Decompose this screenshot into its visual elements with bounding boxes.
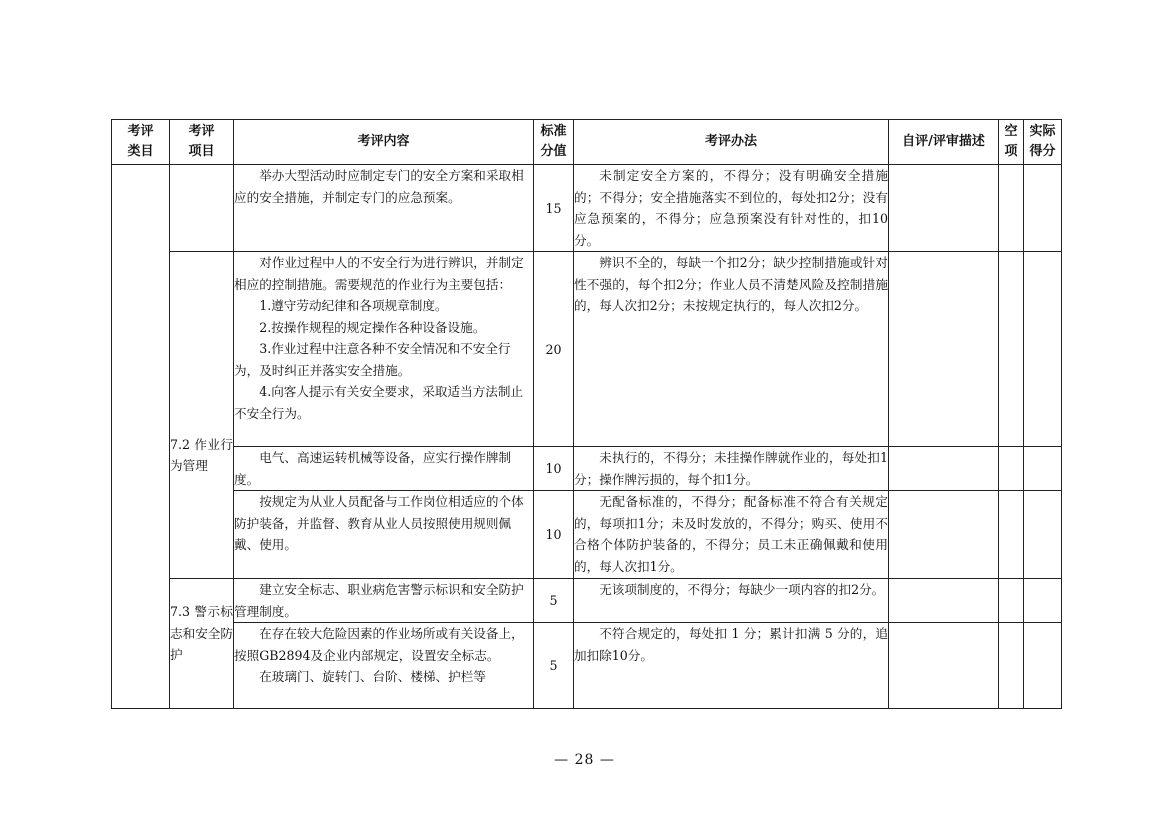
content-cell: 举办大型活动时应制定专门的安全方案和采取相应的安全措施，并制定专门的应急预案。 bbox=[234, 165, 534, 252]
blank-cell bbox=[999, 491, 1024, 579]
blank-cell bbox=[999, 165, 1024, 252]
content-cell bbox=[234, 252, 534, 447]
self-cell bbox=[889, 491, 999, 579]
table-row bbox=[112, 491, 1062, 579]
category-cell bbox=[112, 165, 170, 709]
actual-cell bbox=[1024, 491, 1062, 579]
header-self: 自评/评审描述 bbox=[889, 120, 999, 165]
table-row bbox=[112, 447, 1062, 491]
header-category: 考评类目 bbox=[112, 120, 170, 165]
self-cell bbox=[889, 447, 999, 491]
table-row bbox=[112, 579, 1062, 623]
header-content: 考评内容 bbox=[234, 120, 534, 165]
method-cell: 辨识不全的，每缺一个扣2分；缺少控制措施或针对性不强的，每个扣2分；作业人员不清楚风险及控制措施的，每人次扣2分；未按规定执行的，每人次扣2分。 bbox=[574, 252, 889, 447]
actual-cell bbox=[1024, 252, 1062, 447]
method-cell: 无该项制度的，不得分；每缺少一项内容的扣2分。 bbox=[574, 579, 889, 623]
actual-cell bbox=[1024, 623, 1062, 709]
header-row bbox=[112, 120, 1062, 165]
self-cell bbox=[889, 623, 999, 709]
item-cell: 7.2 作业行为管理 bbox=[170, 252, 234, 579]
table-row bbox=[112, 623, 1062, 709]
score-cell: 5 bbox=[534, 623, 574, 709]
content-line: 1.遵守劳动纪律和各项规章制度。 bbox=[259, 298, 448, 313]
header-item: 考评项目 bbox=[170, 120, 234, 165]
score-cell: 10 bbox=[534, 447, 574, 491]
method-cell: 无配备标准的，不得分；配备标准不符合有关规定的，每项扣1分；未及时发放的，不得分；购买、使用不合格个体防护装备的，不得分；员工未正确佩戴和使用的，每人次扣1分。 bbox=[574, 491, 889, 579]
score-cell: 15 bbox=[534, 165, 574, 252]
header-score: 标准分值 bbox=[534, 120, 574, 165]
content-line: 在存在较大危险因素的作业场所或有关设备上，按照GB2894及企业内部规定，设置安全标志。 bbox=[234, 626, 524, 663]
method-cell: 未执行的，不得分；未挂操作牌就作业的，每处扣1分；操作牌污损的，每个扣1分。 bbox=[574, 447, 889, 491]
content-line: 在玻璃门、旋转门、台阶、楼梯、护栏等 bbox=[259, 669, 486, 684]
self-cell bbox=[889, 252, 999, 447]
item-cell bbox=[170, 165, 234, 252]
content-cell bbox=[234, 623, 534, 709]
table-row bbox=[112, 165, 1062, 252]
blank-cell bbox=[999, 252, 1024, 447]
page-number: — 28 — bbox=[554, 752, 615, 768]
method-cell: 未制定安全方案的，不得分；没有明确安全措施的；不得分；安全措施落实不到位的，每处扣2分；没有应急预案的，不得分；应急预案没有针对性的，扣10分。 bbox=[574, 165, 889, 252]
header-actual: 实际得分 bbox=[1024, 120, 1062, 165]
score-cell: 10 bbox=[534, 491, 574, 579]
blank-cell bbox=[999, 623, 1024, 709]
content-cell: 按规定为从业人员配备与工作岗位相适应的个体防护装备，并监督、教育从业人员按照使用规则佩戴、使用。 bbox=[234, 491, 534, 579]
blank-cell bbox=[999, 447, 1024, 491]
content-line: 4.向客人提示有关安全要求，采取适当方法制止不安全行为。 bbox=[234, 384, 524, 421]
content-line: 对作业过程中人的不安全行为进行辨识，并制定相应的控制措施。需要规范的作业行为主要包括： bbox=[234, 255, 524, 292]
score-cell: 20 bbox=[534, 252, 574, 447]
actual-cell bbox=[1024, 447, 1062, 491]
content-line: 2.按操作规程的规定操作各种设备设施。 bbox=[259, 319, 486, 335]
self-cell bbox=[889, 579, 999, 623]
content-cell: 电气、高速运转机械等设备，应实行操作牌制度。 bbox=[234, 447, 534, 491]
assessment-table bbox=[111, 119, 1062, 709]
actual-cell bbox=[1024, 579, 1062, 623]
score-cell: 5 bbox=[534, 579, 574, 623]
blank-cell bbox=[999, 579, 1024, 623]
actual-cell bbox=[1024, 165, 1062, 252]
method-cell: 不符合规定的，每处扣 1 分；累计扣满 5 分的，追加扣除10分。 bbox=[574, 623, 889, 709]
header-blank: 空项 bbox=[999, 120, 1024, 165]
header-method: 考评办法 bbox=[574, 120, 889, 165]
table-row bbox=[112, 252, 1062, 447]
content-cell: 建立安全标志、职业病危害警示标识和安全防护管理制度。 bbox=[234, 579, 534, 623]
item-cell: 7.3 警示标志和安全防护 bbox=[170, 579, 234, 709]
content-line: 3.作业过程中注意各种不安全情况和不安全行为，及时纠正并落实安全措施。 bbox=[234, 341, 511, 378]
self-cell bbox=[889, 165, 999, 252]
